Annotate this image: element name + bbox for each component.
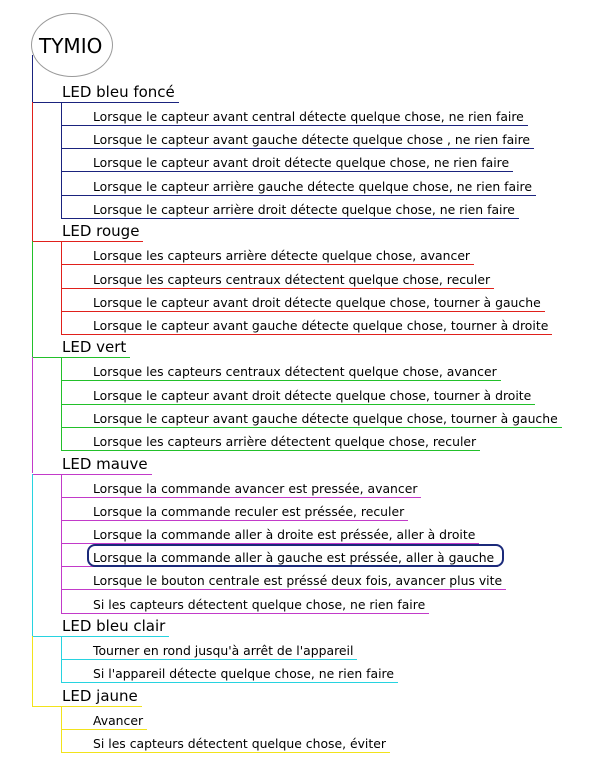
leaf-item[interactable]: Si les capteurs détectent quelque chose, ne rien faire [93,596,426,612]
leaf-item[interactable]: Lorsque les capteurs centraux détectent quelque chose, avancer [93,364,497,380]
leaf-underline [61,148,534,149]
leaf-item[interactable]: Lorsque le capteur avant gauche détecte quelque chose, tourner à droite [93,317,549,333]
branch-underline [32,706,142,707]
leaf-item[interactable]: Lorsque le capteur avant gauche détecte quelque chose, tourner à gauche [93,410,558,426]
connector-line [61,102,62,218]
branch-underline [32,474,152,475]
leaf-item[interactable]: Lorsque la commande aller à gauche est préssée, aller à gauche [93,550,495,566]
leaf-item[interactable]: Lorsque les capteurs arrière détecte quelque chose, avancer [93,248,471,264]
leaf-underline [61,218,519,219]
branch-label[interactable]: LED vert [62,338,127,357]
leaf-underline [61,520,408,521]
leaf-underline [61,659,357,660]
leaf-item[interactable]: Si les capteurs détectent quelque chose, éviter [93,735,386,751]
leaf-underline [61,380,501,381]
leaf-underline [61,497,421,498]
root-label: TYMIO [39,34,103,58]
connector-line [32,357,33,473]
branch-label[interactable]: LED bleu clair [62,617,166,635]
leaf-item[interactable]: Lorsque le capteur avant central détecte quelque chose, ne rien faire [93,109,524,124]
branch-underline [32,357,130,358]
connector-line [32,241,33,357]
leaf-underline [61,288,494,289]
branch-underline [32,241,143,242]
leaf-underline [61,752,390,753]
leaf-item[interactable]: Lorsque le capteur avant gauche détecte quelque chose , ne rien faire [93,132,531,148]
leaf-underline [61,311,545,312]
connector-line [61,474,62,613]
leaf-underline [61,195,536,196]
leaf-item[interactable]: Lorsque le bouton centrale est préssé deux fois, avancer plus vite [93,573,503,589]
connector-line [32,55,33,102]
branch-underline [32,102,179,103]
leaf-underline [61,729,147,730]
connector-line [61,636,62,682]
branch-underline [32,636,169,637]
leaf-item[interactable]: Lorsque le capteur avant droit détecte quelque chose, tourner à gauche [93,294,541,310]
connector-line [32,636,33,706]
connector-line [61,357,62,450]
leaf-item[interactable]: Lorsque la commande aller à droite est préssée, aller à droite [93,526,476,542]
leaf-item[interactable]: Si l'appareil détecte quelque chose, ne rien faire [93,666,394,682]
leaf-item[interactable]: Lorsque les capteurs centraux détectent quelque chose, reculer [93,271,491,287]
leaf-item[interactable]: Avancer [93,712,144,728]
leaf-item[interactable]: Lorsque le capteur arrière droit détecte quelque chose, ne rien faire [93,201,515,217]
leaf-underline [61,404,535,405]
leaf-underline [61,171,513,172]
leaf-underline [61,427,562,428]
leaf-item[interactable]: Lorsque le capteur avant droit détecte quelque chose, ne rien faire [93,155,510,171]
branch-label[interactable]: LED rouge [62,222,140,241]
leaf-item[interactable]: Lorsque les capteurs arrière détectent quelque chose, reculer [93,434,477,449]
connector-line [61,706,62,752]
leaf-item[interactable]: Lorsque la commande avancer est pressée, avancer [93,480,418,496]
connector-line [32,474,33,637]
selected-item-highlight [87,544,504,567]
branch-label[interactable]: LED jaune [62,686,138,705]
branch-label[interactable]: LED mauve [62,454,148,473]
connector-line [32,102,33,241]
branch-label[interactable]: LED bleu foncé [62,83,175,101]
leaf-underline [61,589,506,590]
leaf-underline [61,613,429,614]
leaf-item[interactable]: Lorsque le capteur avant droit détecte quelque chose, tourner à droite [93,387,532,403]
leaf-underline [61,334,552,335]
leaf-item[interactable]: Lorsque la commande reculer est préssée, reculer [93,503,405,519]
connector-line [61,241,62,334]
leaf-item[interactable]: Lorsque le capteur arrière gauche détecte quelque chose, ne rien faire [93,178,532,194]
leaf-underline [61,125,528,126]
leaf-item[interactable]: Tourner en rond jusqu'à arrêt de l'appareil [93,643,354,658]
leaf-underline [61,450,480,451]
leaf-underline [61,264,474,265]
leaf-underline [61,682,398,683]
